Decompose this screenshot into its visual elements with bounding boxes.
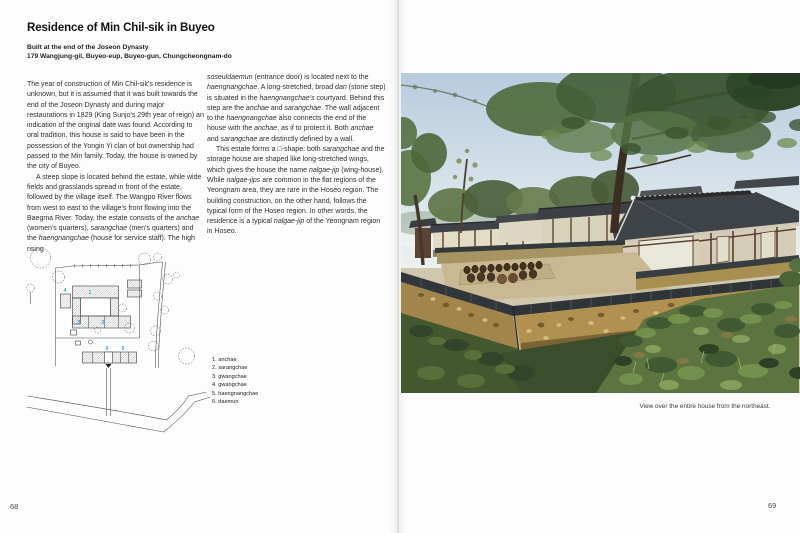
- body-column-1: [27, 80, 204, 255]
- article-title: Residence of Min Chil-sik in Buyeo: [27, 22, 215, 34]
- legend-item: 3. gwangchae: [212, 373, 247, 380]
- plan-path-and-road: [27, 368, 211, 432]
- subtitle-address: 179 Wangjung-gil, Buyeo-eup, Buyeo-gun, Chungcheongnam-do: [27, 52, 232, 60]
- plan-label-sarangchae: 2: [101, 320, 105, 326]
- plan-label-anchae: 1: [88, 290, 92, 296]
- legend-item: 5. haengnangchae: [212, 390, 259, 397]
- paragraph: This estate forms a □-shape: both sarangchae and the storage house are shaped like long-stretched wings, which gives the house the name nalgae-jip (wing-house). While nalgae-jips are common in the flat regions of the Yeongnam area, they are rare in the Hoseo region. The building construction, on the other hand, follows the typical form of the Hoseo region. In other words, the residence is a typical nalgae-jip of the Yeongnam region in Hoseo.: [207, 146, 385, 236]
- article-subtitle: [27, 44, 232, 61]
- paragraph: The year of construction of Min Chil-sik's residence is unknown, but it is assumed that it was built towards the end of the Joseon Dynasty and during major restaurations in 1829 (King Sunjo's 29th year of reign) an indication of the original date was found. According to oral tradition, this house is said to have been in the possession of the Yongin Yi clan of but ownership had passed to the Min family. Today, the house is owned by the city of Buyeo.: [27, 81, 204, 171]
- paragraph: A steep slope is located behind the estate, while wide fields and grasslands spread in front of the estate, followed by the village itself. The Wangpo River flows from west to east to the village's front flowing into the Baegma River. Today, the estate consists of the anchae (women's quarters), sarangchae (men's quarters) and the haengnangchae (house for service staff). The high rising: [27, 173, 202, 253]
- plan-label-daemun: 6: [105, 346, 109, 352]
- legend-item: 6. daemun: [212, 399, 239, 406]
- photo-caption: View over the entire house from the northeast.: [639, 403, 771, 410]
- subtitle-period: Built at the end of the Joseon Dynasty: [27, 44, 149, 51]
- site-plan-legend: [212, 356, 258, 406]
- plan-label-gwangchae-b: 4: [63, 288, 67, 294]
- site-plan-drawing: [26, 246, 212, 461]
- legend-item: 1. anchae: [212, 357, 237, 363]
- body-column-2: [207, 73, 386, 238]
- legend-item: 2. sarangchae: [212, 365, 248, 372]
- legend-item: 4. gwangchae: [212, 382, 247, 389]
- page-number-right: 69: [768, 501, 777, 510]
- page-number-left: 68: [10, 502, 19, 511]
- plan-label-haengnangchae: 5: [121, 346, 125, 352]
- page-right: [397, 0, 800, 533]
- paragraph: soseuldaemun (entrance door) is located next to the haengnangchae. A long-stretched, broad dan (stone step) is situated in the haengnangchae's courtyard. Behind this step are the anchae and sarangchae. The wall adjacent to the haengnangchae also connects the end of the house with the anchae, as if to protect it. Both anchae and sarangchae are distinctly defined by a wall.: [207, 74, 386, 143]
- house-photo: [401, 73, 800, 393]
- page-left: [0, 0, 397, 533]
- plan-label-gwangchae-a: 3: [77, 320, 81, 326]
